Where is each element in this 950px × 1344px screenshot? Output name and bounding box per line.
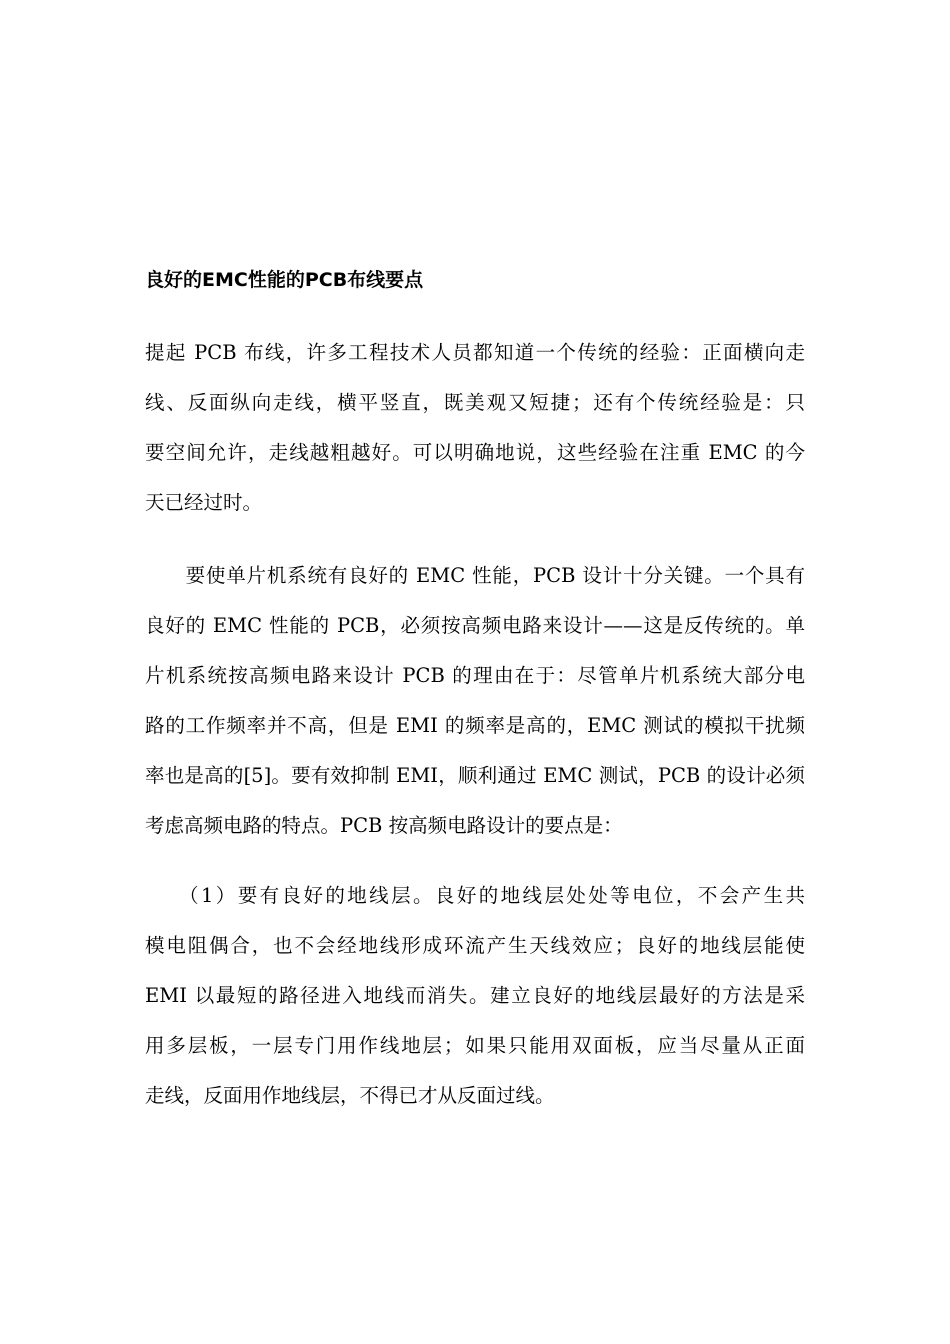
paragraph-line: 良好的 EMC 性能的 PCB，必须按高频电路来设计——这是反传统的。单 bbox=[145, 614, 805, 637]
document-title: 良好的EMC性能的PCB布线要点 bbox=[145, 269, 424, 291]
paragraph-line: 用多层板，一层专门用作线地层；如果只能用双面板，应当尽量从正面 bbox=[145, 1034, 805, 1057]
paragraph-line: 线、反面纵向走线，横平竖直，既美观又短捷；还有个传统经验是：只 bbox=[145, 391, 805, 414]
paragraph-line: 要空间允许，走线越粗越好。可以明确地说，这些经验在注重 EMC 的今 bbox=[145, 441, 805, 464]
paragraph-line: 模电阻偶合，也不会经地线形成环流产生天线效应；良好的地线层能使 bbox=[145, 934, 805, 957]
paragraph-line: EMI 以最短的路径进入地线而消失。建立良好的地线层最好的方法是采 bbox=[145, 984, 805, 1007]
paragraph-line: 提起 PCB 布线，许多工程技术人员都知道一个传统的经验：正面横向走 bbox=[145, 341, 805, 364]
paragraph-pcb-routing-tradition bbox=[145, 328, 805, 528]
paragraph-line: 天已经过时。 bbox=[145, 491, 263, 514]
paragraph-high-frequency-design bbox=[145, 551, 805, 851]
paragraph-line: 路的工作频率并不高，但是 EMI 的频率是高的，EMC 测试的模拟干扰频 bbox=[145, 714, 805, 737]
paragraph-line: 考虑高频电路的特点。PCB 按高频电路设计的要点是： bbox=[145, 814, 623, 837]
paragraph-line: （1）要有良好的地线层。良好的地线层处处等电位，不会产生共 bbox=[145, 884, 805, 907]
paragraph-line: 片机系统按高频电路来设计 PCB 的理由在于：尽管单片机系统大部分电 bbox=[145, 664, 805, 687]
paragraph-line: 率也是高的[5]。要有效抑制 EMI，顺利通过 EMC 测试，PCB 的设计必须 bbox=[145, 764, 805, 787]
paragraph-line: 走线，反面用作地线层，不得已才从反面过线。 bbox=[145, 1084, 555, 1107]
paragraph-ground-layer bbox=[145, 871, 805, 1121]
paragraph-line: 要使单片机系统有良好的 EMC 性能，PCB 设计十分关键。一个具有 bbox=[145, 564, 805, 587]
